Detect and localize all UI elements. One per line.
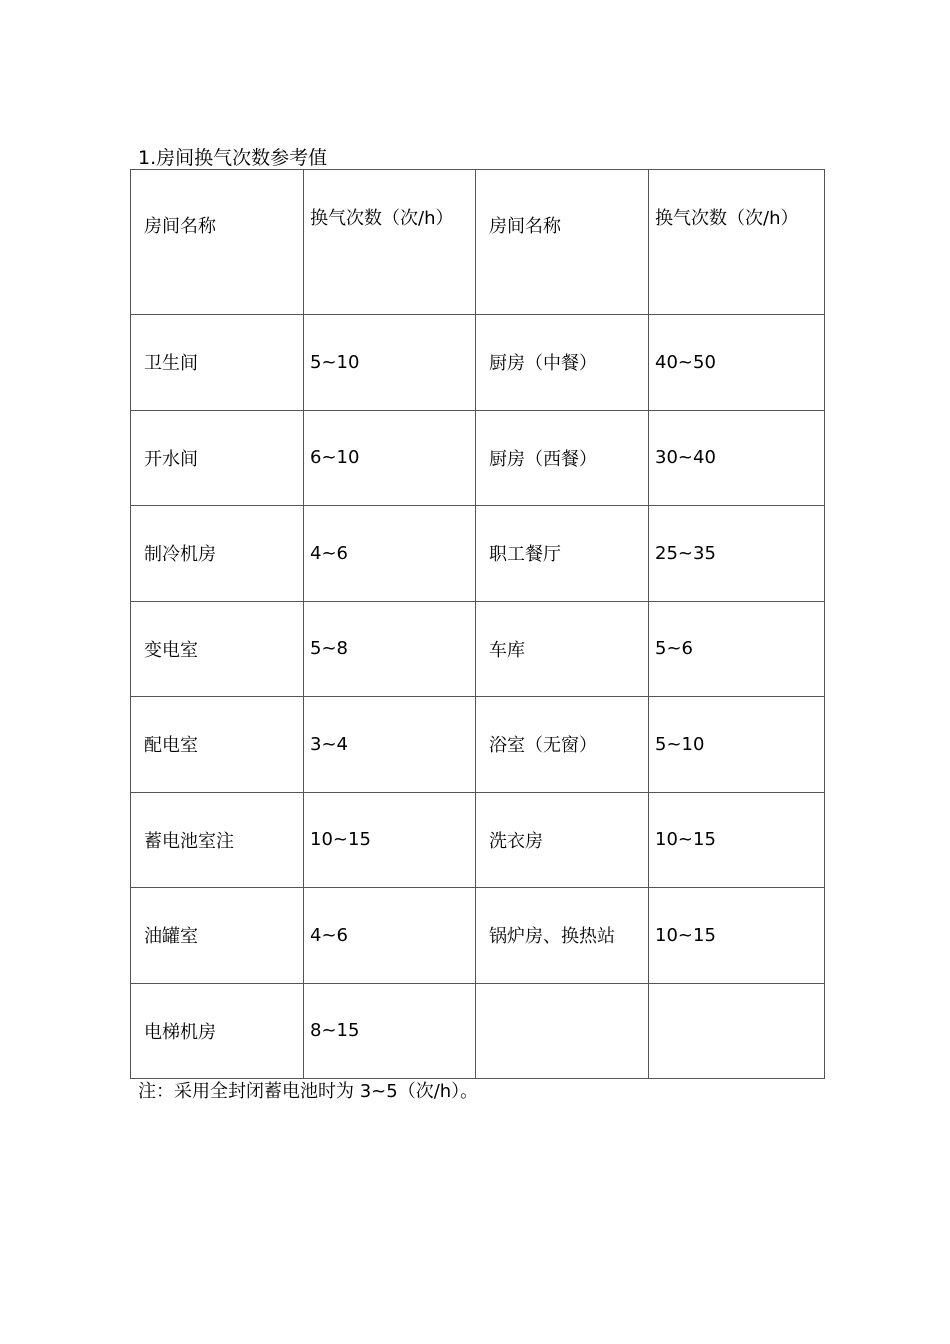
air-change-rate-cell: 4~6 [304, 888, 476, 984]
table-row [131, 697, 825, 793]
air-change-rate-cell: 4~6 [304, 506, 476, 602]
room-name-cell: 配电室 [131, 697, 304, 793]
room-name-cell: 变电室 [131, 601, 304, 697]
header-room-name-left: 房间名称 [131, 170, 304, 315]
room-name-cell [476, 983, 649, 1079]
air-change-rate-cell: 10~15 [649, 792, 825, 888]
room-name-cell: 油罐室 [131, 888, 304, 984]
air-change-rate-cell [649, 983, 825, 1079]
table-row [131, 506, 825, 602]
room-name-cell: 车库 [476, 601, 649, 697]
room-name-cell: 制冷机房 [131, 506, 304, 602]
air-change-rate-cell: 5~8 [304, 601, 476, 697]
table-row [131, 315, 825, 411]
header-air-change-rate-right: 换气次数（次/h） [649, 170, 825, 315]
room-name-cell: 职工餐厅 [476, 506, 649, 602]
room-name-cell: 厨房（中餐） [476, 315, 649, 411]
room-name-cell: 电梯机房 [131, 983, 304, 1079]
air-change-rate-cell: 8~15 [304, 983, 476, 1079]
air-change-rate-cell: 10~15 [649, 888, 825, 984]
room-name-cell: 开水间 [131, 410, 304, 506]
air-change-rate-cell: 5~10 [649, 697, 825, 793]
air-change-rate-cell: 5~10 [304, 315, 476, 411]
ventilation-rate-table [130, 169, 825, 1079]
room-name-cell: 锅炉房、换热站 [476, 888, 649, 984]
table-row [131, 792, 825, 888]
air-change-rate-cell: 40~50 [649, 315, 825, 411]
air-change-rate-cell: 3~4 [304, 697, 476, 793]
air-change-rate-cell: 5~6 [649, 601, 825, 697]
air-change-rate-cell: 30~40 [649, 410, 825, 506]
table-footnote: 注：采用全封闭蓄电池时为 3~5（次/h）。 [138, 1081, 479, 1102]
room-name-cell: 洗衣房 [476, 792, 649, 888]
header-room-name-right: 房间名称 [476, 170, 649, 315]
air-change-rate-cell: 10~15 [304, 792, 476, 888]
table-row [131, 601, 825, 697]
room-name-cell: 厨房（西餐） [476, 410, 649, 506]
page-title: 1.房间换气次数参考值 [138, 147, 328, 169]
room-name-cell: 卫生间 [131, 315, 304, 411]
header-air-change-rate-left: 换气次数（次/h） [304, 170, 476, 315]
room-name-cell: 浴室（无窗） [476, 697, 649, 793]
table-row [131, 410, 825, 506]
room-name-cell: 蓄电池室注 [131, 792, 304, 888]
air-change-rate-cell: 25~35 [649, 506, 825, 602]
table-header-row [131, 170, 825, 315]
air-change-rate-cell: 6~10 [304, 410, 476, 506]
table-row [131, 888, 825, 984]
table-row [131, 983, 825, 1079]
